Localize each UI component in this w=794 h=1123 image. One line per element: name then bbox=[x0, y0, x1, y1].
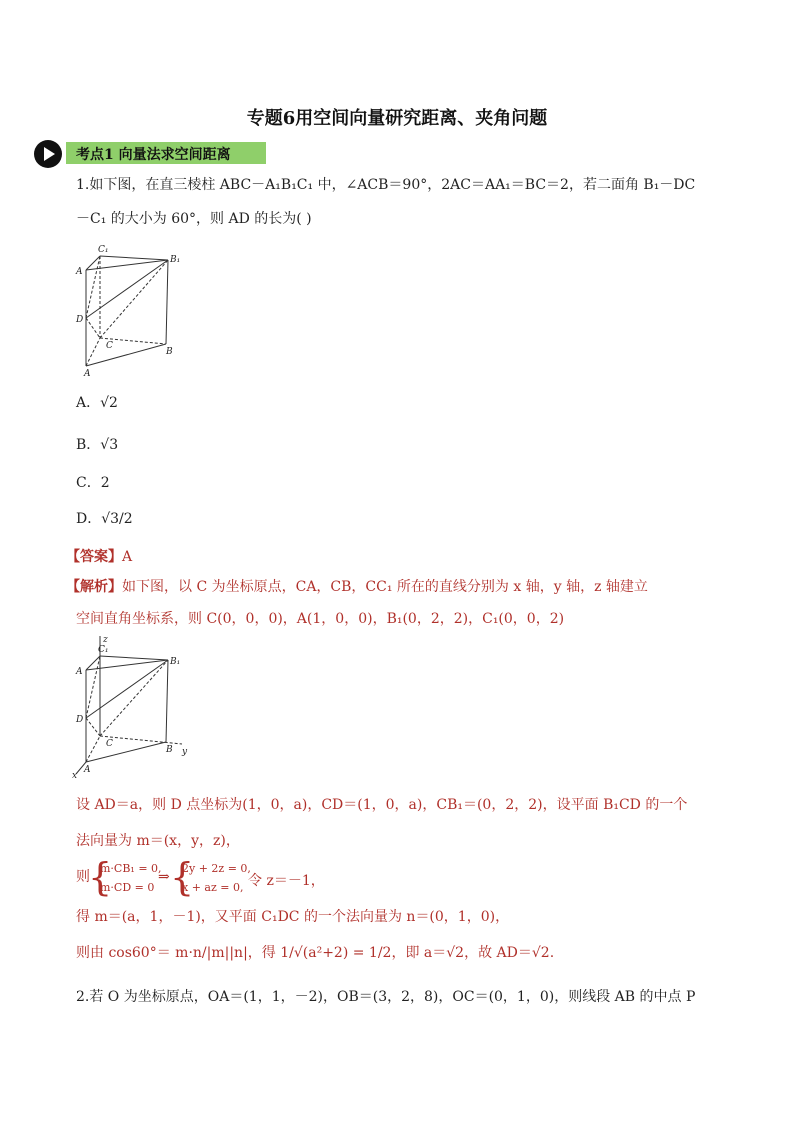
system-eq-b1: 2y + 2z = 0, bbox=[182, 862, 251, 875]
page-title: 专题6用空间向量研究距离、夹角问题 bbox=[246, 108, 548, 129]
brace-right: { bbox=[170, 855, 195, 899]
analysis-text-1: 如下图，以 C 为坐标原点，CA，CB，CC₁ 所在的直线分别为 x 轴，y 轴，z 轴建立 bbox=[122, 579, 648, 595]
system-tail: 令 z＝－1， bbox=[248, 873, 325, 889]
system-arrow: ⇒ bbox=[158, 869, 170, 885]
fig2-label-z: z bbox=[103, 635, 108, 645]
answer-line bbox=[66, 548, 132, 566]
fig2-label-d: D bbox=[76, 715, 84, 725]
system-eq-b2: x + az = 0, bbox=[182, 881, 244, 894]
analysis-line6: 得 m＝(a，1，－1)，又平面 C₁DC 的一个法向量为 n＝(0，1，0)， bbox=[76, 909, 510, 925]
fig2-label-y: y bbox=[182, 747, 188, 757]
analysis-line4: 法向量为 m＝(x，y，z)， bbox=[76, 833, 240, 849]
q1-option-a: A．√2 bbox=[76, 395, 118, 411]
fig1-label-a: A bbox=[84, 369, 91, 378]
analysis-line3: 设 AD＝a，则 D 点坐标为(1，0，a)，CD＝(1，0，a)，CB₁＝(0，2，2)，设平面 B₁CD 的一个 bbox=[76, 797, 688, 813]
fig1-label-c1: C₁ bbox=[98, 245, 109, 255]
q1-option-b: B．√3 bbox=[76, 437, 119, 453]
q1-option-c: C．2 bbox=[76, 475, 110, 491]
fig2-label-x: x bbox=[72, 771, 78, 781]
prism-figure-2 bbox=[70, 632, 200, 782]
answer-value: A bbox=[122, 549, 133, 565]
fig2-label-a: A bbox=[84, 765, 91, 775]
fig1-label-a1: A bbox=[76, 267, 83, 277]
fig1-label-d: D bbox=[76, 315, 84, 325]
q1-stem-line1: 1.如下图，在直三棱柱 ABC－A₁B₁C₁ 中，∠ACB＝90°，2AC＝AA₁＝BC＝2，若二面角 B₁－DC bbox=[76, 177, 696, 193]
system-eq-a1: m·CB₁ = 0, bbox=[100, 862, 162, 875]
fig1-label-c: C bbox=[106, 341, 113, 351]
arrow-right-icon bbox=[34, 140, 62, 168]
fig2-label-b1: B₁ bbox=[170, 657, 181, 667]
answer-tag: 【答案】 bbox=[66, 549, 122, 565]
analysis-line7: 则由 cos60°＝ m·n/|m||n|，得 1/√(a²+2) = 1/2，即 a＝√2，故 AD＝√2. bbox=[76, 945, 555, 961]
section-label: 考点1 向量法求空间距离 bbox=[76, 147, 231, 163]
brace-left: { bbox=[88, 855, 113, 899]
fig1-label-b: B bbox=[166, 347, 173, 357]
analysis-tag: 【解析】 bbox=[66, 579, 122, 595]
prism-figure-1 bbox=[70, 238, 190, 378]
q1-option-d: D．√3/2 bbox=[76, 511, 133, 527]
system-prefix: 则 bbox=[76, 869, 90, 885]
q2-stem-line1: 2.若 O 为坐标原点，OA＝(1，1，－2)，OB＝(3，2，8)，OC＝(0，1，0)，则线段 AB 的中点 P bbox=[76, 989, 696, 1005]
fig1-label-b1: B₁ bbox=[170, 255, 181, 265]
system-eq-a2: m·CD = 0 bbox=[100, 881, 155, 894]
fig2-label-b: B bbox=[166, 745, 173, 755]
analysis-line2: 空间直角坐标系，则 C(0，0，0)，A(1，0，0)，B₁(0，2，2)，C₁(0，0，2) bbox=[76, 611, 565, 627]
fig2-label-a1: A bbox=[76, 667, 83, 677]
fig2-label-c1: C₁ bbox=[98, 645, 109, 655]
q1-stem-line2: －C₁ 的大小为 60°，则 AD 的长为( ) bbox=[76, 211, 312, 227]
fig2-label-c: C bbox=[106, 739, 113, 749]
analysis-line1 bbox=[66, 578, 648, 596]
